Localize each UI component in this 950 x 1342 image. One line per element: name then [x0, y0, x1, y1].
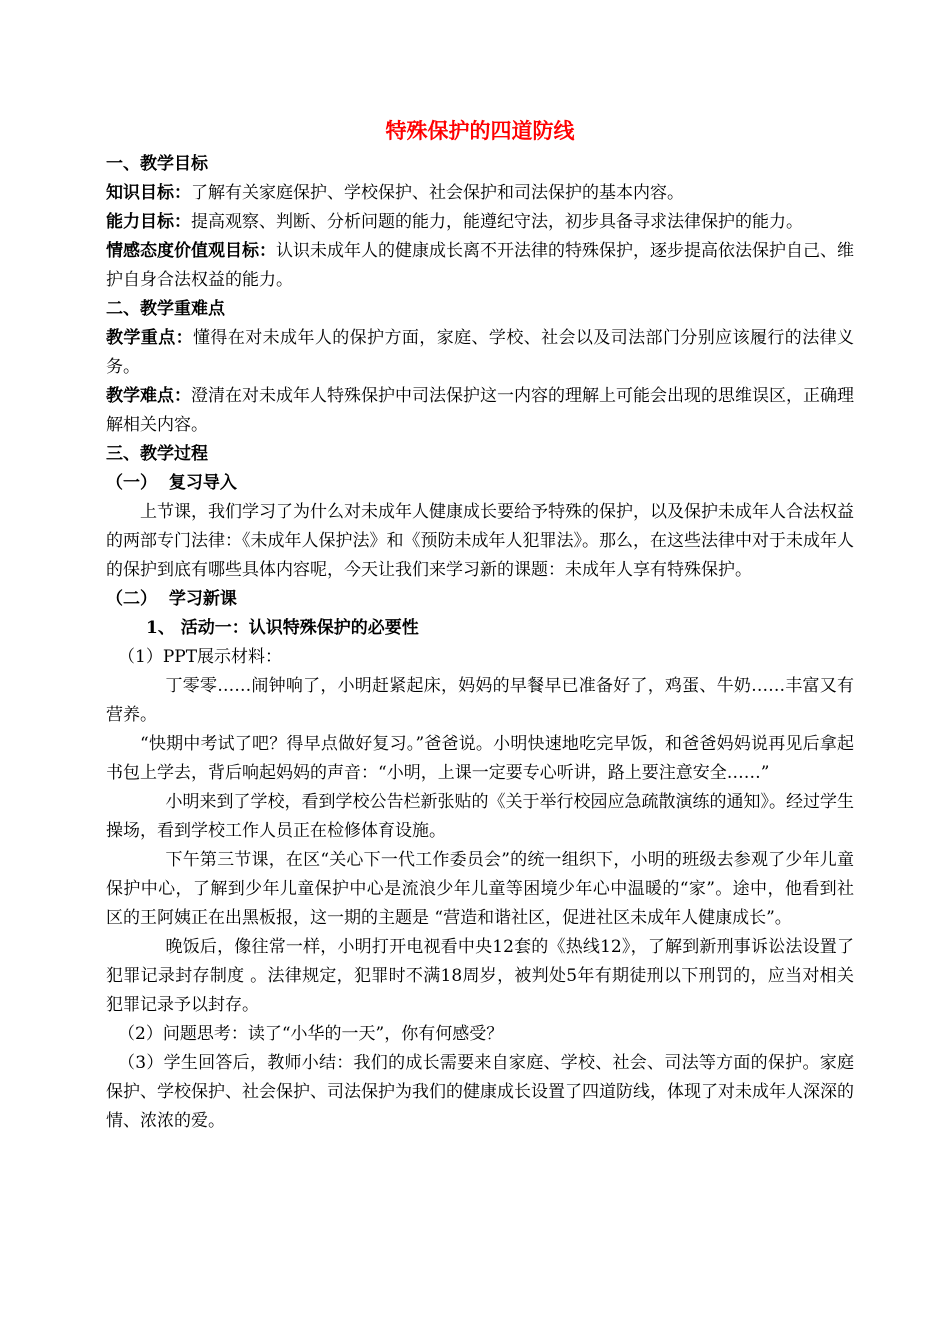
key-point [106, 324, 854, 382]
section-heading-keypoints: 二、教学重难点 [106, 299, 225, 319]
activity-heading: 1、 活动一：认识特殊保护的必要性 [146, 618, 419, 638]
key-text: 澄清在对未成年人特殊保护中司法保护这一内容的理解上可能会出现的思维误区，正确理解相关内容。 [106, 386, 854, 435]
key-label: 教学难点： [106, 386, 191, 406]
document-title: 特殊保护的四道防线 [385, 118, 575, 143]
difficult-point [106, 382, 854, 440]
subsection-new-lesson: （二） 学习新课 [106, 589, 237, 609]
question-2: （2）问题思考：读了“小华的一天”，你有何感受？ [118, 1024, 504, 1044]
goal-label: 情感态度价值观目标： [106, 241, 276, 261]
goal-text: 了解有关家庭保护、学校保护、社会保护和司法保护的基本内容。 [191, 183, 684, 203]
section-heading-process: 三、教学过程 [106, 444, 208, 464]
key-text: 懂得在对未成年人的保护方面，家庭、学校、社会以及司法部门分别应该履行的法律义务。 [106, 328, 855, 377]
story-paragraph: “快期中考试了吧？得早点做好复习。”爸爸说。小明快速地吃完早饭，和爸爸妈妈说再见后拿起书包上学去，背后响起妈妈的声音：“小明，上课一定要专心听讲，路上要注意安全……” [106, 734, 854, 783]
section-heading-goals: 一、教学目标 [106, 154, 208, 174]
document-page [106, 114, 854, 1136]
story-paragraph: 下午第三节课，在区“关心下一代工作委员会”的统一组织下，小明的班级去参观了少年儿童保护中心，了解到少年儿童保护中心是流浪少年儿童等困境少年心中温暖的“家”。途中，他看到社区的王阿姨正在出黑板报，这一期的主题是 “营造和谐社区，促进社区未成年人健康成长”。 [106, 850, 854, 928]
goal-text: 认识未成年人的健康成长离不开法律的特殊保护，逐步提高依法保护自己、维护自身合法权益的能力。 [106, 241, 854, 290]
goal-label: 知识目标： [106, 183, 191, 203]
question-1: （1）PPT展示材料： [118, 647, 283, 667]
goal-ability [106, 208, 854, 237]
intro-paragraph: 上节课，我们学习了为什么对未成年人健康成长要给予特殊的保护，以及保护未成年人合法权益的两部专门法律：《未成年人保护法》和《预防未成年人犯罪法》。那么，在这些法律中对于未成年人的保护到底有哪些具体内容呢，今天让我们来学习新的课题：未成年人享有特殊保护。 [106, 502, 854, 580]
goal-text: 提高观察、判断、分析问题的能力，能遵纪守法，初步具备寻求法律保护的能力。 [191, 212, 803, 232]
story-paragraph: 晚饭后，像往常一样，小明打开电视看中央12套的《热线12》，了解到新刑事诉讼法设置了犯罪记录封存制度 。法律规定，犯罪时不满18周岁，被判处5年有期徒刑以下刑罚的，应当对相关犯罪记录予以封存。 [106, 937, 854, 1015]
goal-label: 能力目标： [106, 212, 191, 232]
goal-emotion [106, 237, 854, 295]
subsection-review: （一） 复习导入 [106, 473, 237, 493]
question-3: （3）学生回答后，教师小结：我们的成长需要来自家庭、学校、社会、司法等方面的保护。家庭保护、学校保护、社会保护、司法保护为我们的健康成长设置了四道防线，体现了对未成年人深深的情、浓浓的爱。 [106, 1053, 854, 1131]
goal-knowledge [106, 179, 854, 208]
story-paragraph: 小明来到了学校，看到学校公告栏新张贴的《关于举行校园应急疏散演练的通知》。经过学生操场，看到学校工作人员正在检修体育设施。 [106, 792, 854, 841]
story-paragraph: 丁零零……闹钟响了，小明赶紧起床，妈妈的早餐早已准备好了，鸡蛋、牛奶……丰富又有营养。 [106, 676, 854, 725]
key-label: 教学重点： [106, 328, 194, 348]
